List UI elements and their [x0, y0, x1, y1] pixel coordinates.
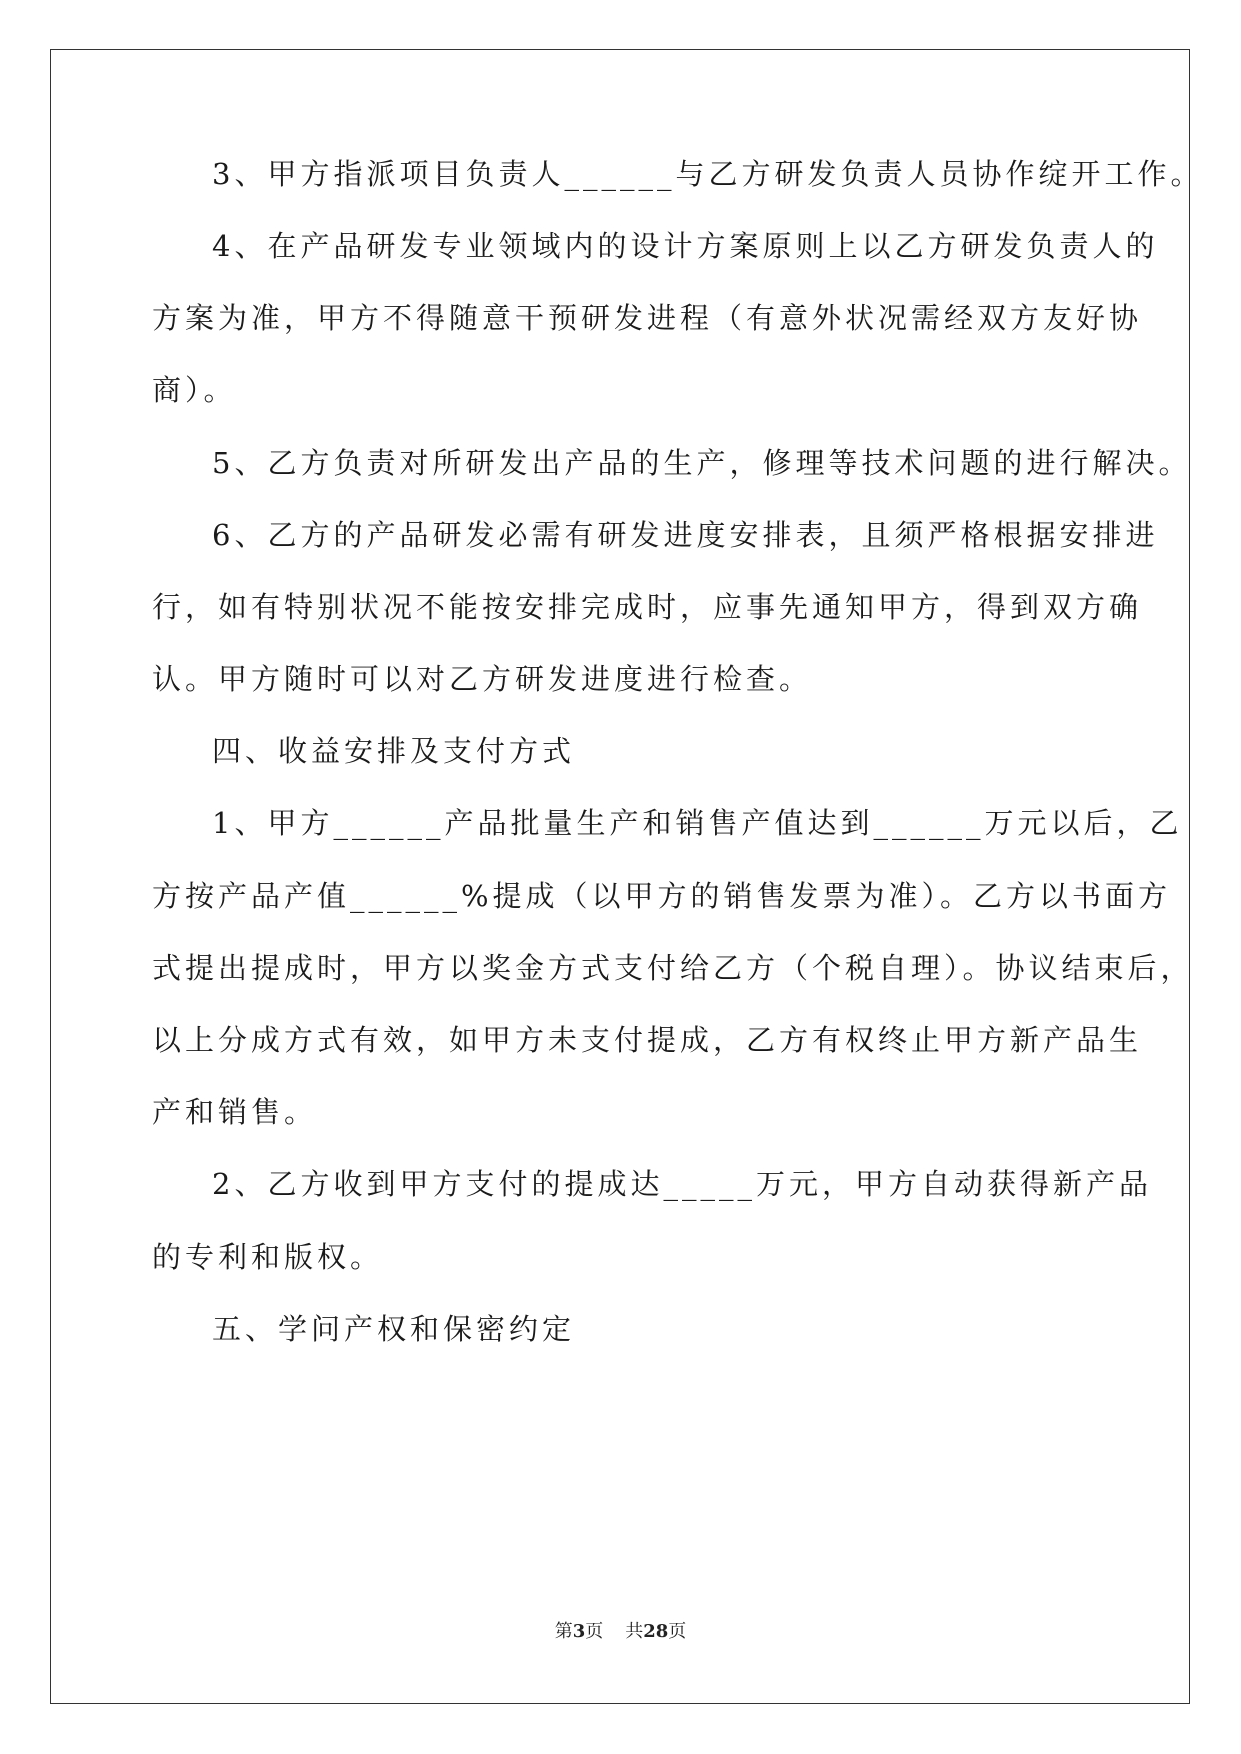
paragraph-line: 产和销售。 [152, 1095, 318, 1129]
total-pages: 28 [643, 1621, 669, 1642]
paragraph-line: 方按产品产值______%提成（以甲方的销售发票为准）。乙方以书面方 [152, 879, 1172, 913]
total-prefix: 共 [625, 1621, 644, 1642]
paragraph-line: 行，如有特别状况不能按安排完成时，应事先通知甲方，得到双方确 [152, 590, 1143, 624]
section-heading: 四、收益安排及支付方式 [212, 734, 576, 768]
paragraph-line: 认。甲方随时可以对乙方研发进度进行检查。 [152, 662, 813, 696]
page-footer [0, 1620, 1241, 1644]
paragraph-line: 1、甲方______产品批量生产和销售产值达到______万元以后，乙 [212, 806, 1183, 840]
paragraph-line: 以上分成方式有效，如甲方未支付提成，乙方有权终止甲方新产品生 [152, 1023, 1143, 1057]
paragraph-line: 3、甲方指派项目负责人______与乙方研发负责人员协作绽开工作。 [212, 157, 1204, 191]
paragraph-line: 式提出提成时，甲方以奖金方式支付给乙方（个税自理）。协议结束后， [152, 951, 1194, 985]
paragraph-line: 6、乙方的产品研发必需有研发进度安排表，且须严格根据安排进 [212, 518, 1159, 552]
paragraph-line: 5、乙方负责对所研发出产品的生产，修理等技术问题的进行解决。 [212, 446, 1192, 480]
total-suffix: 页 [668, 1621, 687, 1642]
page-number: 3 [572, 1621, 586, 1642]
page-prefix: 第 [554, 1621, 573, 1642]
paragraph-line: 4、在产品研发专业领域内的设计方案原则上以乙方研发负责人的 [212, 229, 1159, 263]
section-heading: 五、学问产权和保密约定 [212, 1312, 576, 1346]
paragraph-line: 方案为准，甲方不得随意干预研发进程（有意外状况需经双方友好协 [152, 301, 1143, 335]
page-suffix: 页 [585, 1621, 604, 1642]
paragraph-line: 2、乙方收到甲方支付的提成达_____万元，甲方自动获得新产品 [212, 1167, 1152, 1201]
paragraph-line: 商）。 [152, 373, 237, 407]
paragraph-line: 的专利和版权。 [152, 1240, 384, 1274]
